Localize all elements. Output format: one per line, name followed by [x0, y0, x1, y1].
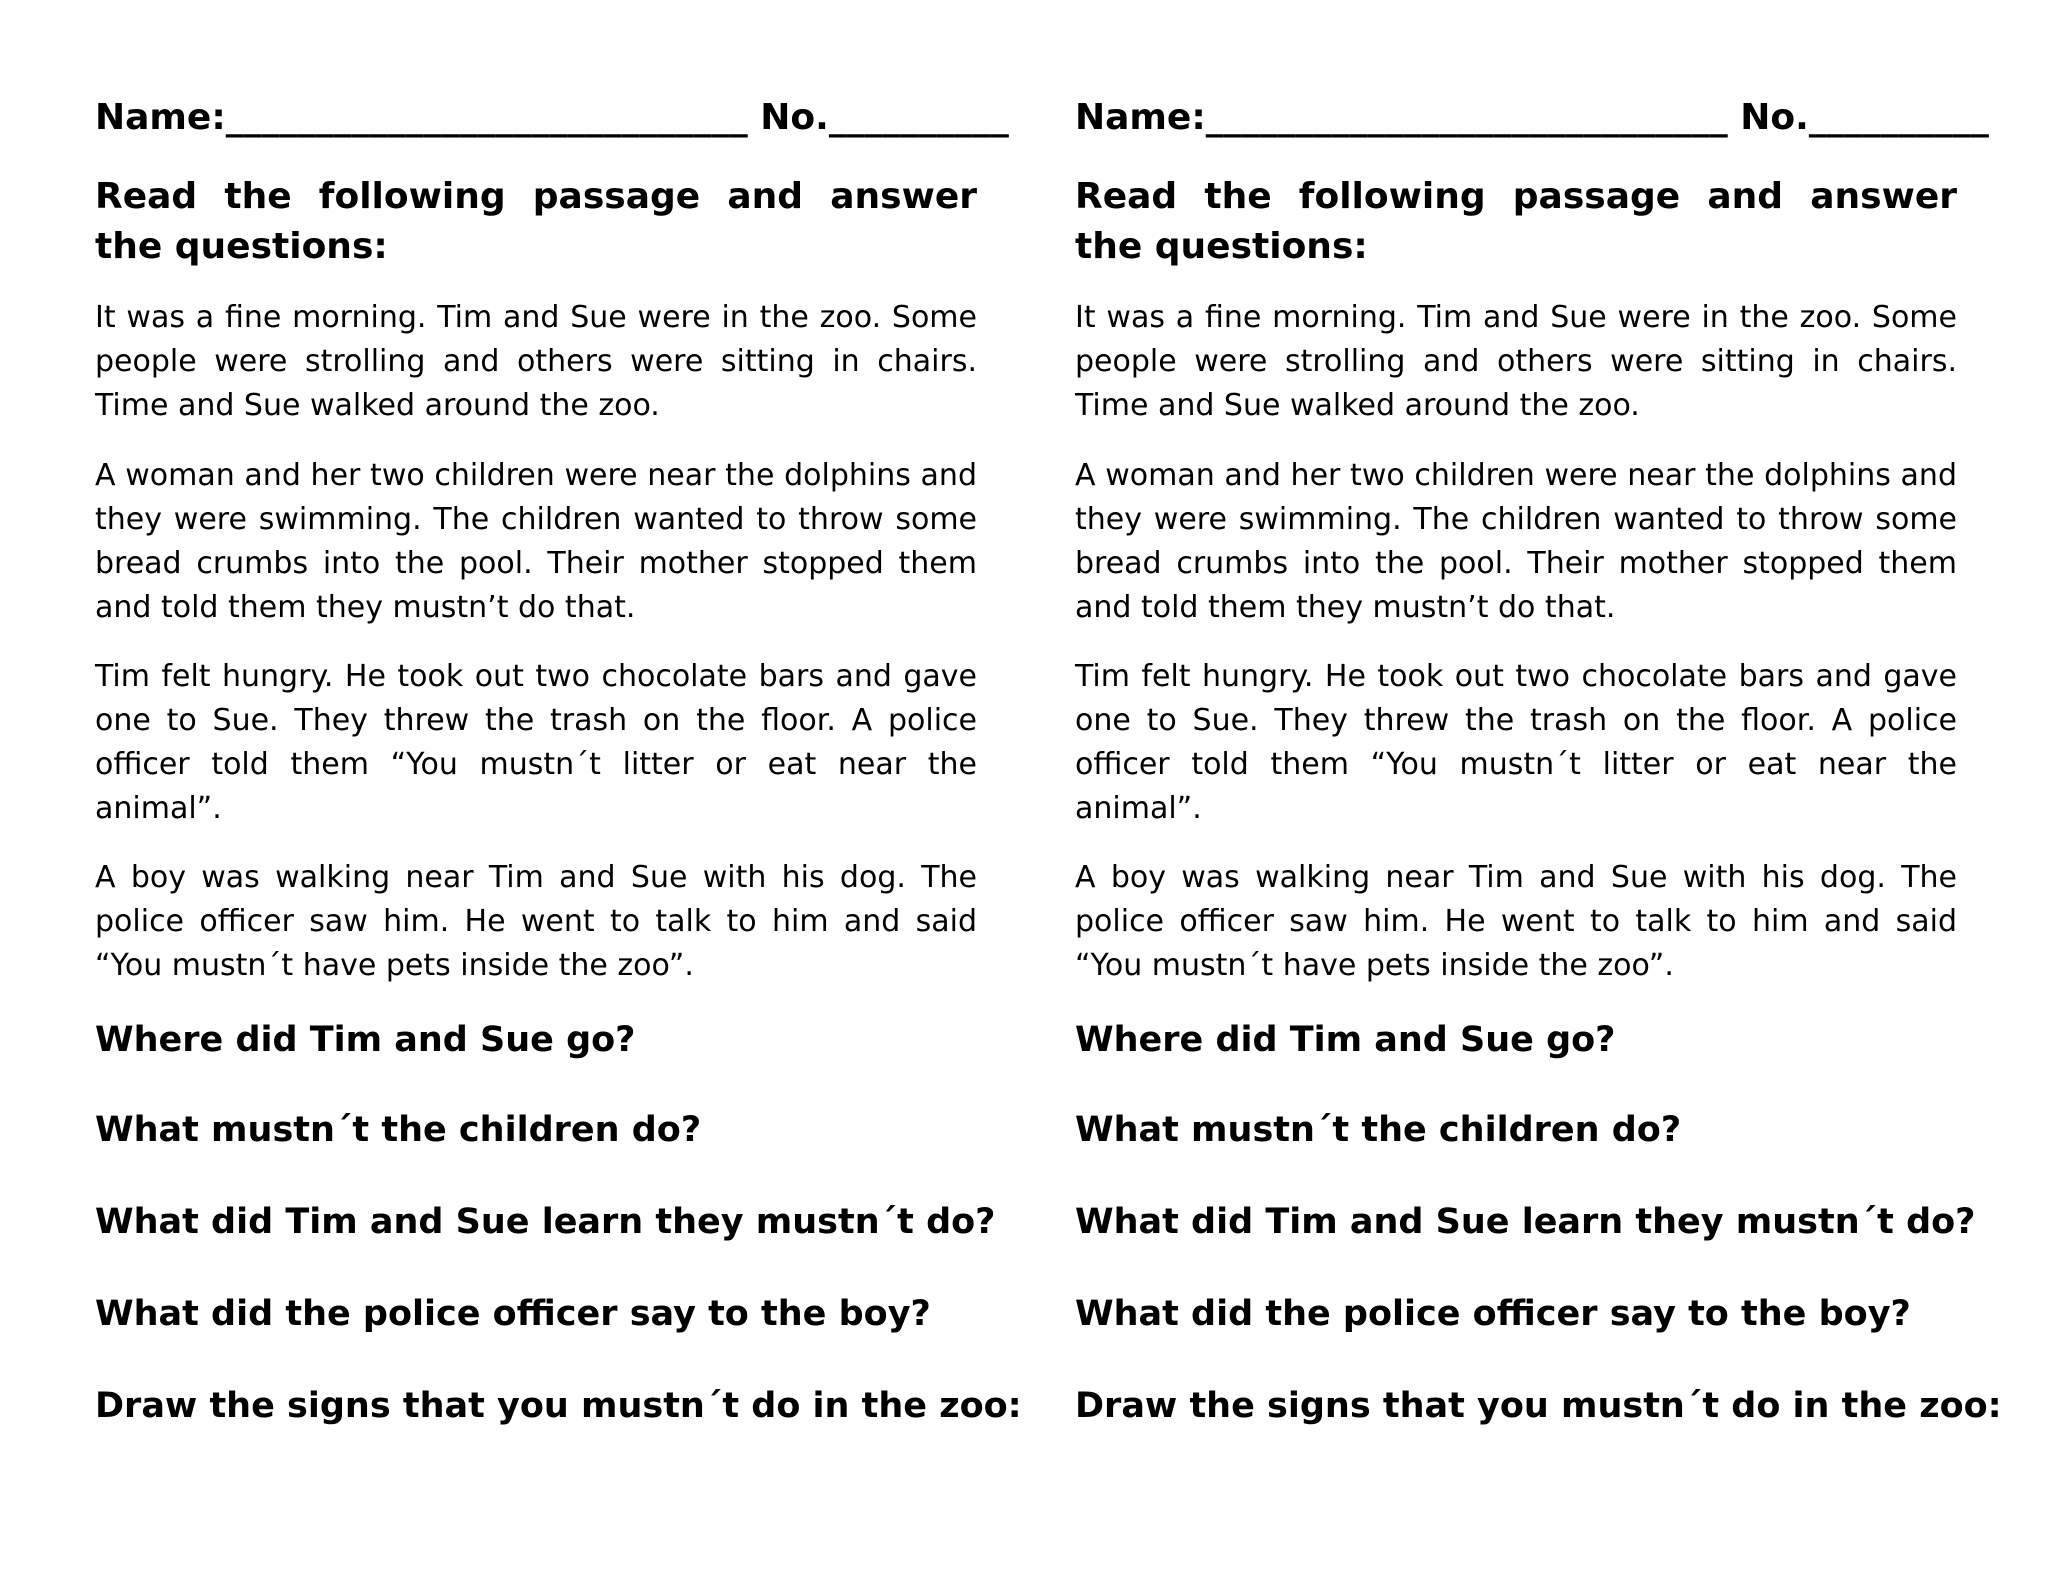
- passage-paragraph: A woman and her two children were near the dolphins and they were swimming. The children wanted to throw some bread crumbs into the pool. Their mother stopped them and told them they mustn’t do that.: [95, 458, 977, 625]
- passage-paragraph: A boy was walking near Tim and Sue with his dog. The police officer saw him. He went to talk to him and said “You mustn´t have pets inside the zoo”.: [1075, 860, 1957, 983]
- name-number-line: Name:_____________________________ No.__________: [1075, 97, 1989, 138]
- passage-paragraph: A woman and her two children were near the dolphins and they were swimming. The children wanted to throw some bread crumbs into the pool. Their mother stopped them and told them they mustn’t do that.: [1075, 458, 1957, 625]
- passage-paragraph: It was a fine morning. Tim and Sue were in the zoo. Some people were strolling and others were sitting in chairs. Time and Sue walked around the zoo.: [1075, 300, 1957, 423]
- question: What mustn´t the children do?: [95, 1110, 702, 1150]
- question: What did the police officer say to the boy?: [95, 1294, 931, 1334]
- instruction-heading: Read the following passage and answer the questions:: [1075, 176, 1957, 267]
- passage-paragraph: A boy was walking near Tim and Sue with his dog. The police officer saw him. He went to talk to him and said “You mustn´t have pets inside the zoo”.: [95, 860, 977, 983]
- question: What did Tim and Sue learn they mustn´t do?: [1075, 1202, 1976, 1242]
- question: Where did Tim and Sue go?: [95, 1020, 636, 1060]
- question: What did the police officer say to the boy?: [1075, 1294, 1911, 1334]
- passage-paragraph: It was a fine morning. Tim and Sue were in the zoo. Some people were strolling and others were sitting in chairs. Time and Sue walked around the zoo.: [95, 300, 977, 423]
- question: Draw the signs that you mustn´t do in the zoo:: [1075, 1386, 2002, 1426]
- question: What mustn´t the children do?: [1075, 1110, 1682, 1150]
- instruction-heading: Read the following passage and answer the questions:: [95, 176, 977, 267]
- question: Draw the signs that you mustn´t do in the zoo:: [95, 1386, 1022, 1426]
- question: What did Tim and Sue learn they mustn´t do?: [95, 1202, 996, 1242]
- passage-paragraph: Tim felt hungry. He took out two chocolate bars and gave one to Sue. They threw the trash on the floor. A police officer told them “You mustn´t litter or eat near the animal”.: [1075, 659, 1957, 826]
- name-number-line: Name:_____________________________ No.__________: [95, 97, 1009, 138]
- passage-paragraph: Tim felt hungry. He took out two chocolate bars and gave one to Sue. They threw the trash on the floor. A police officer told them “You mustn´t litter or eat near the animal”.: [95, 659, 977, 826]
- question: Where did Tim and Sue go?: [1075, 1020, 1616, 1060]
